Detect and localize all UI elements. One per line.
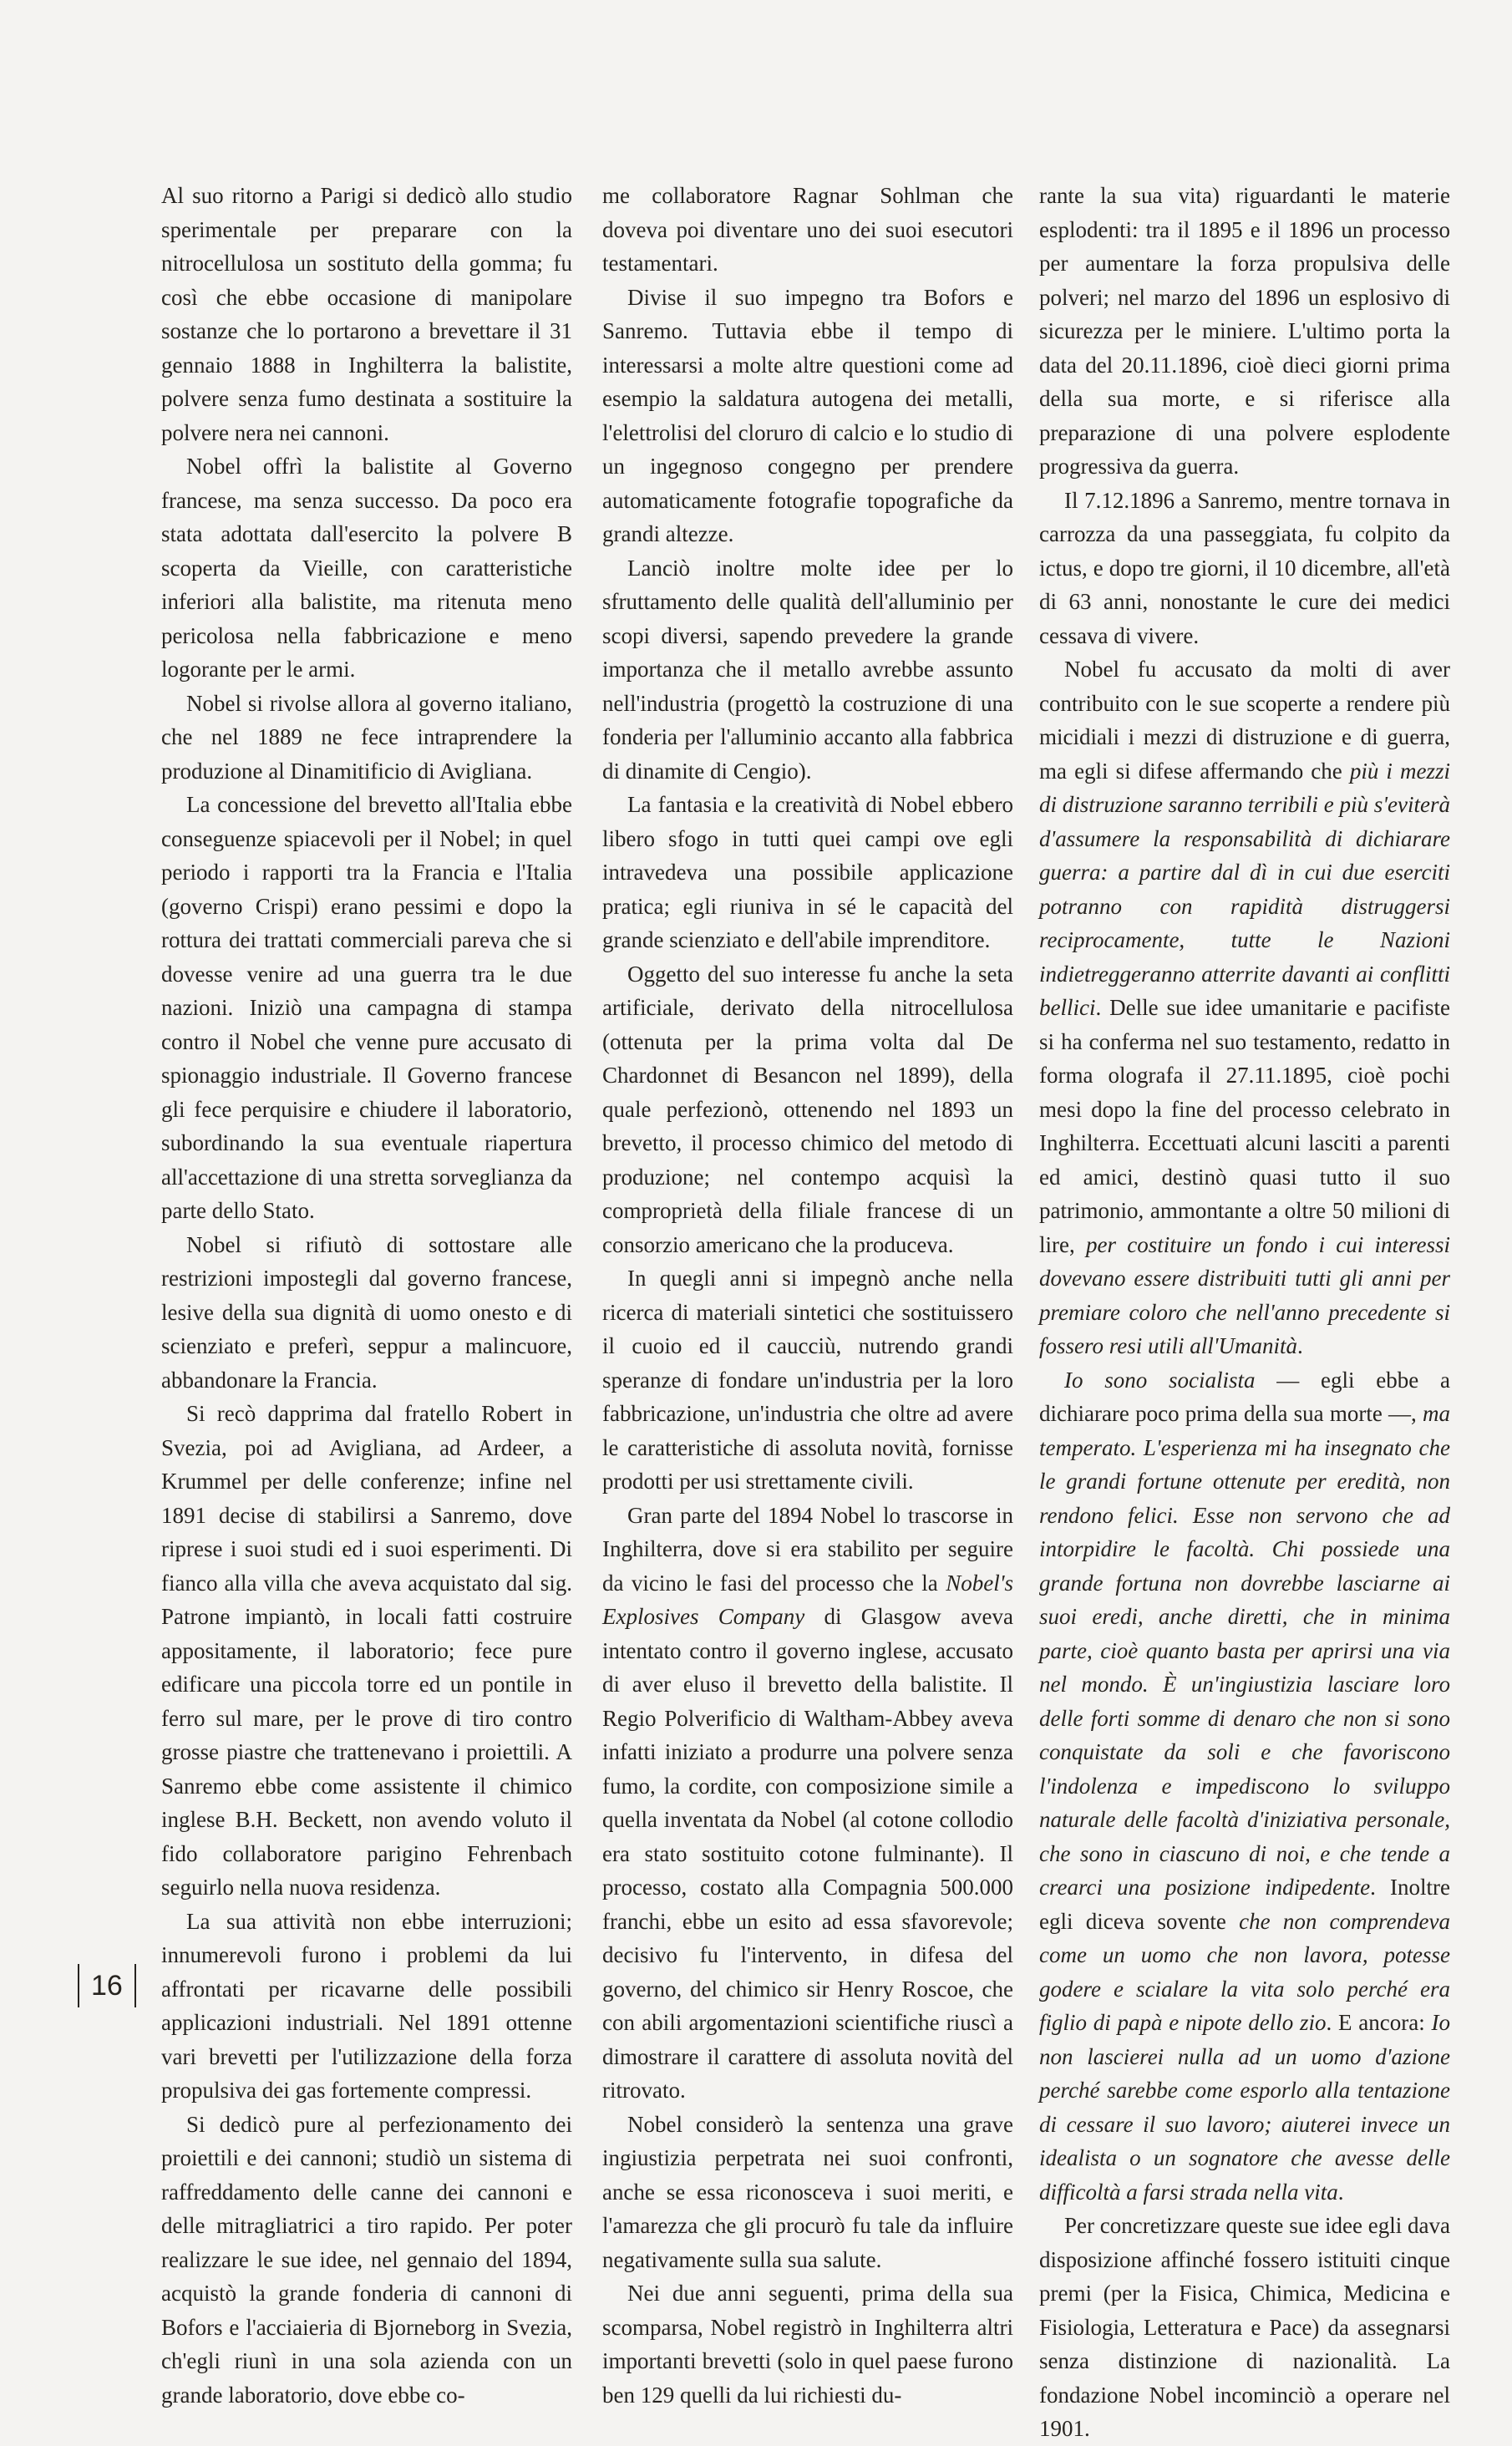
text-run: Al suo ritorno a Parigi si dedicò allo studio sperimentale per preparare con la nitrocellulosa un sostituto della gomma; fu così che ebbe occasione di manipolare sostanze che lo portarono a brevettare il 31 gennaio 1888 in Inghilterra la balistite, polvere senza fumo destinata a sostituire la polvere nera nei cannoni.	[161, 183, 572, 445]
folio-rule-right	[134, 1964, 136, 2007]
text-run: In quegli anni si impegnò anche nella ricerca di materiali sintetici che sostituissero il cuoio ed il caucciù, nutrendo grandi speranze di fondare un'industria per la loro fabbricazione, un'industria che oltre ad avere le caratteristiche di assoluta novità, fornisse prodotti per usi strettamente civili.	[602, 1266, 1013, 1494]
paragraph	[161, 1905, 572, 2108]
page-number: 16	[91, 1969, 123, 2002]
text-run: Nobel si rivolse allora al governo italiano, che nel 1889 ne fece intraprendere la produzione al Dinamitificio di Avigliana.	[161, 690, 572, 784]
paragraph	[602, 1499, 1013, 2108]
text-run: .	[1297, 1333, 1303, 1358]
text-run: Nei due anni seguenti, prima della sua scomparsa, Nobel registrò in Inghilterra altri importanti brevetti (solo in quel paese furono ben 129 quelli da lui richiesti du-	[602, 2281, 1013, 2408]
paragraph	[161, 1228, 572, 1398]
italic-text: che non comprendeva come un uomo che non lavora, potesse godere e scialare la vita solo perché era figlio di papà e nipote dello zio	[1039, 1908, 1450, 2035]
text-run: . Delle sue idee umanitarie e pacifiste si ha conferma nel suo testamento, redatto in forma olografa il 27.11.1895, cioè pochi mesi dopo la fine del processo celebrato in Inghilterra. Eccettuati alcuni lasciti a parenti ed amici, destinò quasi tutto il suo patrimonio, ammontante a oltre 50 milioni di lire,	[1039, 995, 1450, 1257]
text-run: Nobel considerò la sentenza una grave ingiustizia perpetrata nei suoi confronti, anche se essa riconosceva i suoi meriti, e l'amarezza che gli procurò fu tale da influire negativamente sulla sua salute.	[602, 2111, 1013, 2272]
text-run: Gran parte del 1894 Nobel lo trascorse in Inghilterra, dove si era stabilito per seguire da vicino le fasi del processo che la	[602, 1502, 1013, 1596]
text-run: rante la sua vita) riguardanti le materie esplodenti: tra il 1895 e il 1896 un processo per aumentare la forza propulsiva delle polveri; nel marzo del 1896 un esplosivo di sicurezza per le miniere. L'ultimo porta la data del 20.11.1896, cioè dieci giorni prima della sua morte, e si riferisce alla preparazione di una polvere esplodente progressiva da guerra.	[1039, 183, 1450, 479]
text-run: Per concretizzare queste sue idee egli dava disposizione affinché fossero istituiti cinque premi (per la Fisica, Chimica, Medicina e Fisiologia, Letteratura e Pace) da assegnarsi senza distinzione di nazionalità. La fondazione Nobel incominciò a operare nel 1901.	[1039, 2213, 1450, 2441]
italic-text: per costituire un fondo i cui interessi dovevano essere distribuiti tutti gli anni per premiare coloro che nell'anno precedente si fossero resi utili all'Umanità	[1039, 1231, 1450, 1358]
italic-text: Nobel's Explosives Company	[602, 1570, 1013, 1629]
text-run: La fantasia e la creatività di Nobel ebbero libero sfogo in tutti quei campi ove egli intravedeva una possibile applicazione pratica; egli riuniva in sé le capacità del grande scienziato e dell'abile imprenditore.	[602, 792, 1013, 952]
paragraph	[602, 2108, 1013, 2277]
paragraph	[602, 551, 1013, 789]
italic-text: Io non lascierei nulla ad un uomo d'azione perché sarebbe come esporlo alla tentazione di cessare il suo lavoro; aiuterei invece un idealista o un sognatore che avesse delle difficoltà a farsi strada nella vita	[1039, 2010, 1450, 2205]
text-run: Si dedicò pure al perfezionamento dei proiettili e dei cannoni; studiò un sistema di raffreddamento delle canne dei cannoni e delle mitragliatrici a tiro rapido. Per poter realizzare le sue idee, nel gennaio del 1894, acquistò la grande fonderia di cannoni di Bofors e l'acciaieria di Bjorneborg in Svezia, ch'egli riunì in una sola azienda con un grande laboratorio, dove ebbe co-	[161, 2111, 572, 2408]
paragraph	[1039, 1363, 1450, 2210]
paragraph	[161, 1397, 572, 1905]
text-run: .	[1337, 2179, 1344, 2205]
text-run: Oggetto del suo interesse fu anche la seta artificiale, derivato della nitrocellulosa (ottenuta per la prima volta dal De Chardonnet di Besancon nel 1899), della quale perfezionò, ottenendo nel 1893 un brevetto, il processo chimico del metodo di produzione; nel contempo acquisì la comproprietà della filiale francese di un consorzio americano che la produceva.	[602, 961, 1013, 1257]
paragraph	[602, 179, 1013, 281]
text-run: La sua attività non ebbe interruzioni; innumerevoli furono i problemi da lui affrontati per ricavarne delle possibili applicazioni industriali. Nel 1891 ottenne vari brevetti per l'utilizzazione della forza propulsiva dei gas fortemente compressi.	[161, 1908, 572, 2103]
italic-text: ma temperato. L'esperienza mi ha insegnato che le grandi fortune ottenute per eredità, non rendono felici. Esse non servono che ad intorpidire le facoltà. Chi possiede una grande fortuna non dovrebbe lasciarne ai suoi eredi, anche diretti, che in minima parte, cioè quanto basta per aprirsi una via nel mondo. È un'ingiustizia lasciare loro delle forti somme di denaro che non si sono conquistate da soli e che favoriscono l'indolenza e impediscono lo sviluppo naturale delle facoltà d'iniziativa personale, che sono in ciascuno di noi, e che tende a crearci una posizione indipedente	[1039, 1401, 1450, 1900]
text-run: Nobel offrì la balistite al Governo francese, ma senza successo. Da poco era stata adottata dall'esercito la polvere B scoperta da Vieille, con caratteristiche inferiori alla balistite, ma ritenuta meno pericolosa nella fabbricazione e meno logorante per le armi.	[161, 454, 572, 682]
paragraph	[161, 179, 572, 449]
text-run: La concessione del brevetto all'Italia ebbe conseguenze spiacevoli per il Nobel; in quel periodo i rapporti tra la Francia e l'Italia (governo Crispi) erano pessimi e dopo la rottura dei trattati commerciali pareva che si dovesse venire ad una guerra tra le due nazioni. Iniziò una campagna di stampa contro il Nobel che venne pure accusato di spionaggio industriale. Il Governo francese gli fece perquisire e chiudere il laboratorio, subordinando la sua eventuale riapertura all'accettazione di una stretta sorveglianza da parte dello Stato.	[161, 792, 572, 1223]
text-run: — egli ebbe a dichiarare poco prima della sua morte —,	[1039, 1367, 1450, 1426]
paragraph	[1039, 484, 1450, 653]
paragraph	[1039, 179, 1450, 484]
italic-text: Io sono socialista	[1064, 1367, 1256, 1393]
text-column-2	[602, 179, 1013, 2412]
text-run: Divise il suo impegno tra Bofors e Sanremo. Tuttavia ebbe il tempo di interessarsi a molte altre questioni come ad esempio la saldatura autogena dei metalli, l'elettrolisi del cloruro di calcio e lo studio di un ingegnoso congegno per prendere automaticamente fotografie topografiche da grandi altezze.	[602, 284, 1013, 546]
paragraph	[161, 449, 572, 687]
text-run: di Glasgow aveva intentato contro il governo inglese, accusato di aver eluso il brevetto della balistite. Il Regio Polverificio di Waltham-Abbey aveva infatti iniziato a produrre una polvere senza fumo, la cordite, con composizione simile a quella inventata da Nobel (al cotone collodio era stato sostituito cotone fulminante). Il processo, costato alla Compagnia 500.000 franchi, ebbe un esito ad essa sfavorevole; decisivo fu l'intervento, in difesa del governo, del chimico sir Henry Roscoe, che con abili argomentazioni scientifiche riuscì a dimostrare il carattere di assoluta novità del ritrovato.	[602, 1604, 1013, 2103]
text-run: me collaboratore Ragnar Sohlman che doveva poi diventare uno dei suoi esecutori testamentari.	[602, 183, 1013, 276]
paragraph	[1039, 2209, 1450, 2446]
text-run: . Inoltre egli diceva sovente	[1039, 1875, 1450, 1934]
paragraph	[602, 788, 1013, 957]
text-run: Nobel fu accusato da molti di aver contribuito con le sue scoperte a rendere più micidiali i mezzi di distruzione e di guerra, ma egli si difese affermando che	[1039, 657, 1450, 784]
text-run: Lanciò inoltre molte idee per lo sfruttamento delle qualità dell'alluminio per scopi diversi, sapendo prevedere la grande importanza che il metallo avrebbe assunto nell'industria (progettò la costruzione di una fonderia per l'alluminio accanto alla fabbrica di dinamite di Cengio).	[602, 555, 1013, 784]
paragraph	[161, 687, 572, 789]
paragraph	[161, 2108, 572, 2413]
text-column-3	[1039, 179, 1450, 2446]
page-folio	[78, 1959, 136, 2012]
paragraph	[1039, 652, 1450, 1363]
text-run: Nobel si rifiutò di sottostare alle restrizioni impostegli dal governo francese, lesive della sua dignità di uomo onesto e di scienziato e preferì, seppur a malincuore, abbandonare la Francia.	[161, 1231, 572, 1393]
text-run: . E ancora:	[1326, 2010, 1432, 2035]
paragraph	[602, 1261, 1013, 1499]
paragraph	[602, 957, 1013, 1262]
paragraph	[602, 2276, 1013, 2412]
text-run: Il 7.12.1896 a Sanremo, mentre tornava in carrozza da una passeggiata, fu colpito da ictus, e dopo tre giorni, il 10 dicembre, all'età di 63 anni, nonostante le cure dei medici cessava di vivere.	[1039, 487, 1450, 648]
text-run: Si recò dapprima dal fratello Robert in Svezia, poi ad Avigliana, ad Ardeer, a Krummel per delle conferenze; infine nel 1891 decise di stabilirsi a Sanremo, dove riprese i suoi studi ed i suoi esperimenti. Di fianco alla villa che aveva acquistato dal sig. Patrone impiantò, in locali fatti costruire appositamente, il laboratorio; fece pure edificare una piccola torre ed un pontile in ferro sul mare, per le prove di tiro contro grosse piastre che trattenevano i proiettili. A Sanremo ebbe come assistente il chimico inglese B.H. Beckett, non avendo voluto il fido collaboratore parigino Fehrenbach seguirlo nella nuova residenza.	[161, 1401, 572, 1900]
italic-text: più i mezzi di distruzione saranno terribili e più s'eviterà d'assumere la responsabilità di dichiarare guerra: a partire dal dì in cui due eserciti potranno con rapidità distruggersi reciprocamente, tutte le Nazioni indietreggeranno atterrite davanti ai conflitti bellici	[1039, 758, 1450, 1020]
paragraph	[161, 788, 572, 1228]
text-column-1	[161, 179, 572, 2412]
paragraph	[602, 281, 1013, 551]
